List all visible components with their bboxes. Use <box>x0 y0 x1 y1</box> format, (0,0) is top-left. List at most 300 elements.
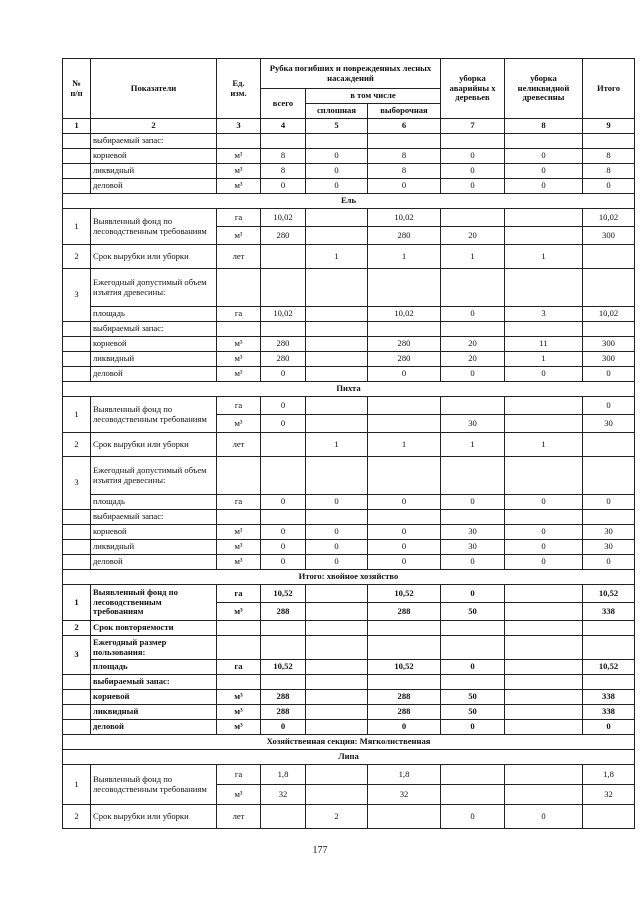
value-cell <box>505 397 583 415</box>
indicator-label: площадь <box>91 307 217 322</box>
table-row <box>63 367 635 382</box>
value-cell: 288 <box>261 705 306 720</box>
value-cell: 50 <box>441 705 505 720</box>
value-cell: 32 <box>368 785 441 805</box>
value-cell <box>261 433 306 457</box>
table-cell <box>368 510 441 525</box>
table-cell <box>368 457 441 495</box>
indicator-label: деловой <box>91 367 217 382</box>
value-cell <box>505 415 583 433</box>
table-row <box>63 245 635 269</box>
table-cell <box>63 367 91 382</box>
indicator-label: ликвидный <box>91 164 217 179</box>
table-cell <box>306 621 368 636</box>
value-cell: 1 <box>441 245 505 269</box>
table-cell <box>63 705 91 720</box>
value-cell: 0 <box>505 495 583 510</box>
indicator-label: Выявленный фонд по лесоводственным требованиям <box>91 397 217 433</box>
table-row <box>63 690 635 705</box>
table-cell <box>441 269 505 307</box>
value-cell: 0 <box>261 415 306 433</box>
unit-cell: м³ <box>217 337 261 352</box>
indicator-label: ликвидный <box>91 540 217 555</box>
value-cell: 10,52 <box>368 660 441 675</box>
value-cell: 0 <box>505 179 583 194</box>
value-cell: 1 <box>306 433 368 457</box>
table-cell <box>63 675 91 690</box>
table-cell <box>441 621 505 636</box>
value-cell: 280 <box>368 352 441 367</box>
value-cell: 0 <box>505 164 583 179</box>
row-number: 2 <box>63 433 91 457</box>
value-cell: 0 <box>261 720 306 735</box>
table-cell <box>441 636 505 660</box>
value-cell <box>505 765 583 785</box>
value-cell: 280 <box>261 337 306 352</box>
value-cell: 1 <box>368 245 441 269</box>
unit-cell: м³ <box>217 540 261 555</box>
table-cell <box>63 352 91 367</box>
value-cell: 0 <box>261 179 306 194</box>
value-cell: 8 <box>583 164 635 179</box>
value-cell <box>368 805 441 829</box>
table-cell <box>368 621 441 636</box>
value-cell <box>505 209 583 227</box>
value-cell: 280 <box>261 352 306 367</box>
value-cell: 0 <box>306 555 368 570</box>
value-cell: 0 <box>306 525 368 540</box>
value-cell <box>441 785 505 805</box>
col-header-selective: выборочная <box>368 104 441 119</box>
row-number: 1 <box>63 397 91 433</box>
table-row <box>63 555 635 570</box>
column-number: 5 <box>306 119 368 134</box>
indicator-label: Срок вырубки или уборки <box>91 433 217 457</box>
value-cell: 288 <box>368 690 441 705</box>
unit-cell: м³ <box>217 164 261 179</box>
unit-cell: га <box>217 765 261 785</box>
value-cell <box>306 367 368 382</box>
indicator-label: Выявленный фонд по лесоводственным требованиям <box>91 209 217 245</box>
column-number: 6 <box>368 119 441 134</box>
value-cell: 8 <box>368 149 441 164</box>
value-cell: 10,52 <box>261 585 306 603</box>
value-cell: 20 <box>441 352 505 367</box>
table-cell <box>217 675 261 690</box>
value-cell: 0 <box>261 540 306 555</box>
value-cell <box>441 209 505 227</box>
value-cell: 338 <box>583 705 635 720</box>
table-row <box>63 705 635 720</box>
table-row <box>63 720 635 735</box>
column-number: 2 <box>91 119 217 134</box>
value-cell: 20 <box>441 227 505 245</box>
forestry-data-table <box>62 58 635 829</box>
table-row <box>63 457 635 495</box>
value-cell: 288 <box>368 603 441 621</box>
value-cell: 1 <box>505 433 583 457</box>
value-cell: 30 <box>441 525 505 540</box>
table-row <box>63 307 635 322</box>
value-cell: 1,8 <box>583 765 635 785</box>
value-cell: 0 <box>441 720 505 735</box>
value-cell: 1 <box>505 245 583 269</box>
table-row <box>63 134 635 149</box>
value-cell: 0 <box>441 164 505 179</box>
value-cell: 10,52 <box>368 585 441 603</box>
table-cell <box>261 621 306 636</box>
value-cell: 280 <box>368 227 441 245</box>
value-cell: 1 <box>505 352 583 367</box>
value-cell: 0 <box>261 525 306 540</box>
value-cell <box>505 705 583 720</box>
value-cell <box>583 805 635 829</box>
table-cell <box>368 636 441 660</box>
table-cell <box>505 322 583 337</box>
value-cell: 0 <box>306 149 368 164</box>
section-row <box>63 382 635 397</box>
value-cell: 10,02 <box>368 209 441 227</box>
unit-cell: га <box>217 397 261 415</box>
table-cell <box>505 134 583 149</box>
value-cell: 288 <box>368 705 441 720</box>
table-cell <box>306 636 368 660</box>
value-cell: 0 <box>583 179 635 194</box>
table-row <box>63 433 635 457</box>
unit-cell: га <box>217 209 261 227</box>
value-cell: 2 <box>306 805 368 829</box>
indicator-label: Срок повторяемости <box>91 621 217 636</box>
table-row <box>63 269 635 307</box>
unit-cell: га <box>217 495 261 510</box>
value-cell: 280 <box>368 337 441 352</box>
table-cell <box>583 457 635 495</box>
table-cell <box>306 510 368 525</box>
table-cell <box>441 675 505 690</box>
value-cell <box>505 690 583 705</box>
value-cell <box>441 765 505 785</box>
value-cell <box>505 785 583 805</box>
table-cell <box>441 134 505 149</box>
unit-cell: га <box>217 585 261 603</box>
value-cell: 0 <box>368 525 441 540</box>
unit-cell: м³ <box>217 785 261 805</box>
section-title-coniferous-total: Итого: хвойное хозяйство <box>63 570 635 585</box>
table-cell <box>441 322 505 337</box>
value-cell <box>306 307 368 322</box>
table-cell <box>505 269 583 307</box>
value-cell <box>306 337 368 352</box>
table-cell <box>261 269 306 307</box>
value-cell: 0 <box>583 495 635 510</box>
section-title-soft-leaved: Хозяйственная секция: Мягколиственная <box>63 735 635 750</box>
value-cell: 0 <box>368 367 441 382</box>
value-cell: 0 <box>441 149 505 164</box>
col-header-including: в том числе <box>306 89 441 104</box>
unit-cell: лет <box>217 433 261 457</box>
value-cell: 30 <box>583 540 635 555</box>
table-row <box>63 585 635 603</box>
row-number: 3 <box>63 636 91 675</box>
table-row <box>63 352 635 367</box>
value-cell: 0 <box>368 720 441 735</box>
value-cell: 0 <box>368 540 441 555</box>
col-header-emergency: уборка аварийны х деревьев <box>441 59 505 119</box>
indicator-label: площадь <box>91 660 217 675</box>
indicator-label: корневой <box>91 525 217 540</box>
value-cell: 0 <box>583 367 635 382</box>
value-cell <box>306 209 368 227</box>
value-cell: 0 <box>505 367 583 382</box>
table-cell <box>441 510 505 525</box>
value-cell: 10,02 <box>261 209 306 227</box>
table-cell <box>505 675 583 690</box>
table-cell <box>261 134 306 149</box>
indicator-label: выбираемый запас: <box>91 322 217 337</box>
table-row <box>63 149 635 164</box>
table-row <box>63 179 635 194</box>
table-cell <box>217 134 261 149</box>
table-cell <box>583 510 635 525</box>
table-cell <box>217 510 261 525</box>
value-cell: 10,02 <box>261 307 306 322</box>
table-row <box>63 59 635 89</box>
value-cell: 338 <box>583 690 635 705</box>
section-row <box>63 570 635 585</box>
value-cell: 0 <box>306 540 368 555</box>
value-cell: 0 <box>261 495 306 510</box>
table-cell <box>63 690 91 705</box>
row-number: 1 <box>63 765 91 805</box>
indicator-label: деловой <box>91 555 217 570</box>
value-cell: 0 <box>441 495 505 510</box>
unit-cell: га <box>217 660 261 675</box>
row-number: 2 <box>63 621 91 636</box>
table-row <box>63 675 635 690</box>
value-cell <box>306 765 368 785</box>
table-cell <box>583 134 635 149</box>
value-cell: 0 <box>306 164 368 179</box>
value-cell <box>505 585 583 603</box>
table-cell <box>505 510 583 525</box>
value-cell: 0 <box>261 555 306 570</box>
table-row <box>63 322 635 337</box>
indicator-label: деловой <box>91 720 217 735</box>
col-header-no: № п/п <box>63 59 91 119</box>
value-cell: 1,8 <box>261 765 306 785</box>
col-header-indicators: Показатели <box>91 59 217 119</box>
value-cell <box>261 805 306 829</box>
value-cell <box>368 415 441 433</box>
indicator-label: Срок вырубки или уборки <box>91 805 217 829</box>
unit-cell: м³ <box>217 603 261 621</box>
indicator-label: Ежегодный размер пользования: <box>91 636 217 660</box>
table-row <box>63 495 635 510</box>
indicator-label: Ежегодный допустимый объем изъятия древесины: <box>91 269 217 307</box>
value-cell: 11 <box>505 337 583 352</box>
value-cell: 0 <box>441 555 505 570</box>
value-cell: 1 <box>306 245 368 269</box>
value-cell <box>306 705 368 720</box>
table-cell <box>306 269 368 307</box>
value-cell: 0 <box>368 495 441 510</box>
table-cell <box>63 720 91 735</box>
value-cell <box>306 660 368 675</box>
table-cell <box>63 164 91 179</box>
table-cell <box>63 555 91 570</box>
value-cell: 0 <box>368 555 441 570</box>
column-number: 1 <box>63 119 91 134</box>
table-cell <box>306 134 368 149</box>
column-number: 3 <box>217 119 261 134</box>
table-cell <box>368 269 441 307</box>
value-cell: 30 <box>583 525 635 540</box>
table-cell <box>505 621 583 636</box>
table-cell <box>583 675 635 690</box>
value-cell: 50 <box>441 690 505 705</box>
value-cell: 8 <box>261 149 306 164</box>
value-cell: 0 <box>505 149 583 164</box>
value-cell: 0 <box>505 540 583 555</box>
value-cell: 300 <box>583 337 635 352</box>
value-cell <box>306 227 368 245</box>
value-cell: 338 <box>583 603 635 621</box>
table-cell <box>583 621 635 636</box>
value-cell: 0 <box>441 179 505 194</box>
indicator-label: Ежегодный допустимый объем изъятия древесины: <box>91 457 217 495</box>
col-header-unit: Ед. изм. <box>217 59 261 119</box>
value-cell: 32 <box>261 785 306 805</box>
value-cell: 30 <box>583 415 635 433</box>
col-header-clear: сплошная <box>306 104 368 119</box>
value-cell: 0 <box>441 660 505 675</box>
table-row <box>63 209 635 227</box>
table-cell <box>63 149 91 164</box>
value-cell <box>306 785 368 805</box>
value-cell: 10,52 <box>261 660 306 675</box>
value-cell: 8 <box>583 149 635 164</box>
unit-cell: м³ <box>217 179 261 194</box>
value-cell <box>441 397 505 415</box>
value-cell: 1 <box>441 433 505 457</box>
value-cell <box>306 603 368 621</box>
row-number: 1 <box>63 209 91 245</box>
indicator-label: площадь <box>91 495 217 510</box>
table-cell <box>217 269 261 307</box>
unit-cell: м³ <box>217 149 261 164</box>
value-cell: 0 <box>306 179 368 194</box>
unit-cell: м³ <box>217 525 261 540</box>
value-cell: 10,02 <box>583 307 635 322</box>
table-cell <box>583 636 635 660</box>
col-header-total: Итого <box>583 59 635 119</box>
row-number: 1 <box>63 585 91 621</box>
table-cell <box>306 322 368 337</box>
table-row <box>63 636 635 660</box>
row-number: 3 <box>63 269 91 322</box>
section-title-spruce: Ель <box>63 194 635 209</box>
row-number: 3 <box>63 457 91 510</box>
value-cell: 0 <box>505 525 583 540</box>
section-row <box>63 194 635 209</box>
unit-cell: м³ <box>217 227 261 245</box>
row-number: 2 <box>63 245 91 269</box>
value-cell: 8 <box>261 164 306 179</box>
column-number: 9 <box>583 119 635 134</box>
indicator-label: ликвидный <box>91 352 217 367</box>
value-cell: 0 <box>306 495 368 510</box>
indicator-label: выбираемый запас: <box>91 134 217 149</box>
section-title-linden: Липа <box>63 750 635 765</box>
table-cell <box>217 457 261 495</box>
indicator-label: корневой <box>91 690 217 705</box>
indicator-label: корневой <box>91 337 217 352</box>
indicator-label: Выявленный фонд по лесоводственным требованиям <box>91 585 217 621</box>
value-cell: 280 <box>261 227 306 245</box>
indicator-label: выбираемый запас: <box>91 675 217 690</box>
column-number: 7 <box>441 119 505 134</box>
table-cell <box>63 134 91 149</box>
value-cell: 0 <box>505 805 583 829</box>
value-cell: 1,8 <box>368 765 441 785</box>
unit-cell: м³ <box>217 555 261 570</box>
unit-cell: м³ <box>217 705 261 720</box>
unit-cell: м³ <box>217 690 261 705</box>
table-cell <box>63 510 91 525</box>
table-cell <box>63 337 91 352</box>
value-cell: 20 <box>441 337 505 352</box>
value-cell: 0 <box>441 307 505 322</box>
table-cell <box>217 636 261 660</box>
table-cell <box>583 322 635 337</box>
value-cell <box>505 660 583 675</box>
value-cell: 30 <box>441 540 505 555</box>
column-number: 4 <box>261 119 306 134</box>
value-cell: 10,52 <box>583 585 635 603</box>
unit-cell: м³ <box>217 352 261 367</box>
table-cell <box>306 675 368 690</box>
table-cell <box>368 322 441 337</box>
table-row <box>63 119 635 134</box>
value-cell: 32 <box>583 785 635 805</box>
col-header-felling: Рубка погибших и поврежденных лесных насаждений <box>261 59 441 89</box>
value-cell: 0 <box>583 555 635 570</box>
value-cell: 0 <box>583 397 635 415</box>
table-cell <box>63 179 91 194</box>
value-cell <box>306 415 368 433</box>
indicator-label: Выявленный фонд по лесоводственным требованиям <box>91 765 217 805</box>
column-number: 8 <box>505 119 583 134</box>
value-cell <box>306 690 368 705</box>
table-cell <box>583 269 635 307</box>
value-cell: 50 <box>441 603 505 621</box>
col-header-all: всего <box>261 89 306 119</box>
section-title-fir: Пихта <box>63 382 635 397</box>
value-cell: 30 <box>441 415 505 433</box>
value-cell: 1 <box>368 433 441 457</box>
table-cell <box>63 322 91 337</box>
value-cell: 0 <box>441 367 505 382</box>
table-row <box>63 660 635 675</box>
table-cell <box>63 540 91 555</box>
unit-cell: лет <box>217 245 261 269</box>
row-number: 2 <box>63 805 91 829</box>
table-cell <box>505 636 583 660</box>
value-cell <box>306 585 368 603</box>
table-cell <box>217 322 261 337</box>
value-cell: 3 <box>505 307 583 322</box>
unit-cell: м³ <box>217 367 261 382</box>
